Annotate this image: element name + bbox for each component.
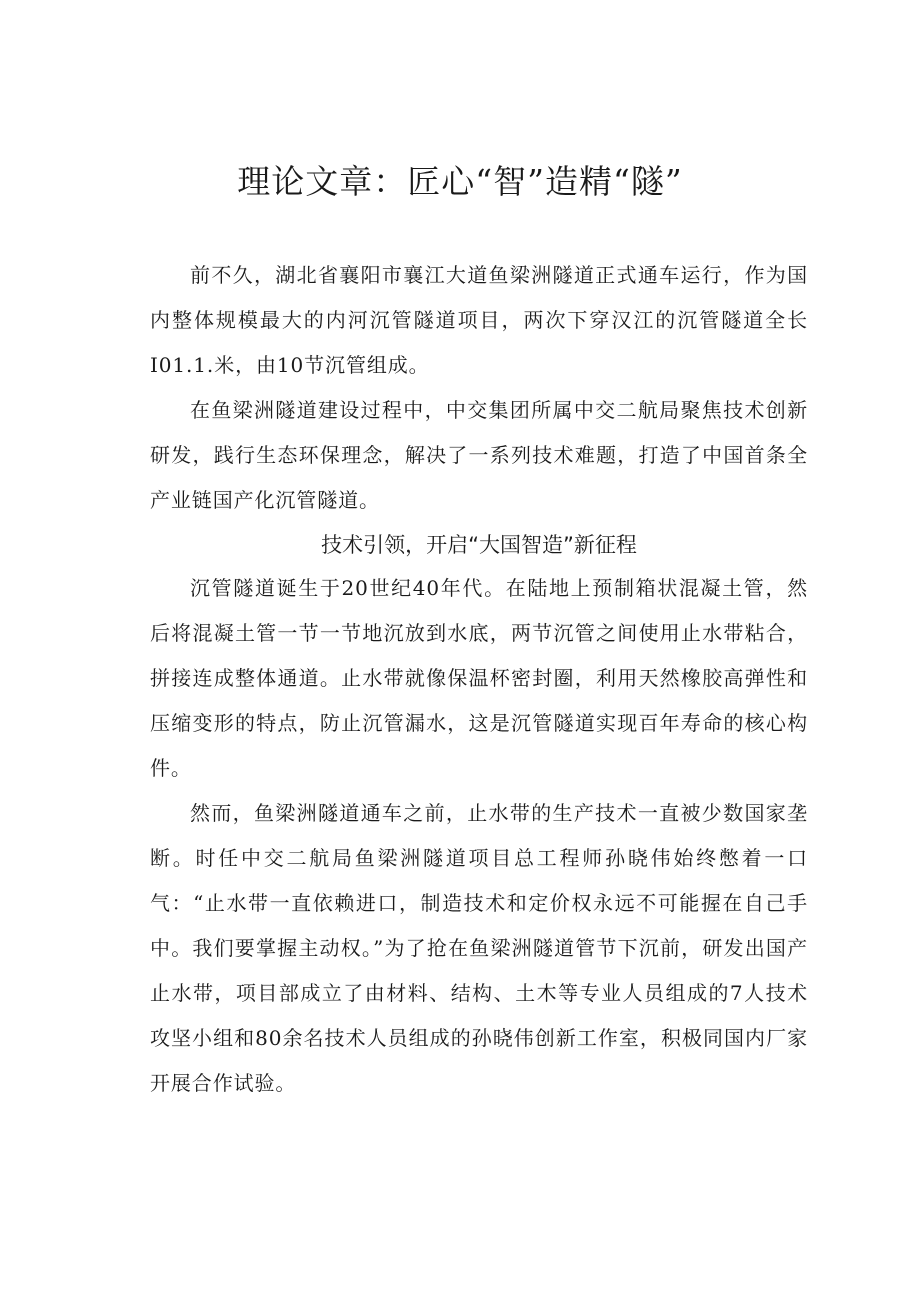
article-title: 理论文章：匠心“智”造精“隧” xyxy=(237,162,683,201)
paragraph-intro-1: 前不久，湖北省襄阳市襄江大道鱼梁洲隧道正式通车运行，作为国内整体规模最大的内河沉管隧道项目，两次下穿汉江的沉管隧道全长I01.1.米，由10节沉管组成。 xyxy=(150,263,808,377)
paragraph-section-2: 然而，鱼梁洲隧道通车之前，止水带的生产技术一直被少数国家垄断。时任中交二航局鱼梁洲隧道项目总工程师孙晓伟始终憋着一口气：“止水带一直依赖进口，制造技术和定价权永远不可能握在自己手中。我们要掌握主动权。”为了抢在鱼梁洲隧道管节下沉前，研发出国产止水带，项目部成立了由材料、结构、土木等专业人员组成的7人技术攻坚小组和80余名技术人员组成的孙晓伟创新工作室，积极同国内厂家开展合作试验。 xyxy=(150,801,808,1095)
paragraph-intro-2: 在鱼梁洲隧道建设过程中，中交集团所属中交二航局聚焦技术创新研发，践行生态环保理念，解决了一系列技术难题，打造了中国首条全产业链国产化沉管隧道。 xyxy=(150,398,808,512)
paragraph-section-1: 沉管隧道诞生于20世纪40年代。在陆地上预制箱状混凝土管，然后将混凝土管一节一节地沉放到水底，两节沉管之间使用止水带粘合，拼接连成整体通道。止水带就像保温杯密封圈，利用天然橡胶高弹性和压缩变形的特点，防止沉管漏水，这是沉管隧道实现百年寿命的核心构件。 xyxy=(150,576,808,780)
article-body xyxy=(150,253,808,1106)
section-heading: 技术引领，开启“大国智造”新征程 xyxy=(321,533,637,557)
